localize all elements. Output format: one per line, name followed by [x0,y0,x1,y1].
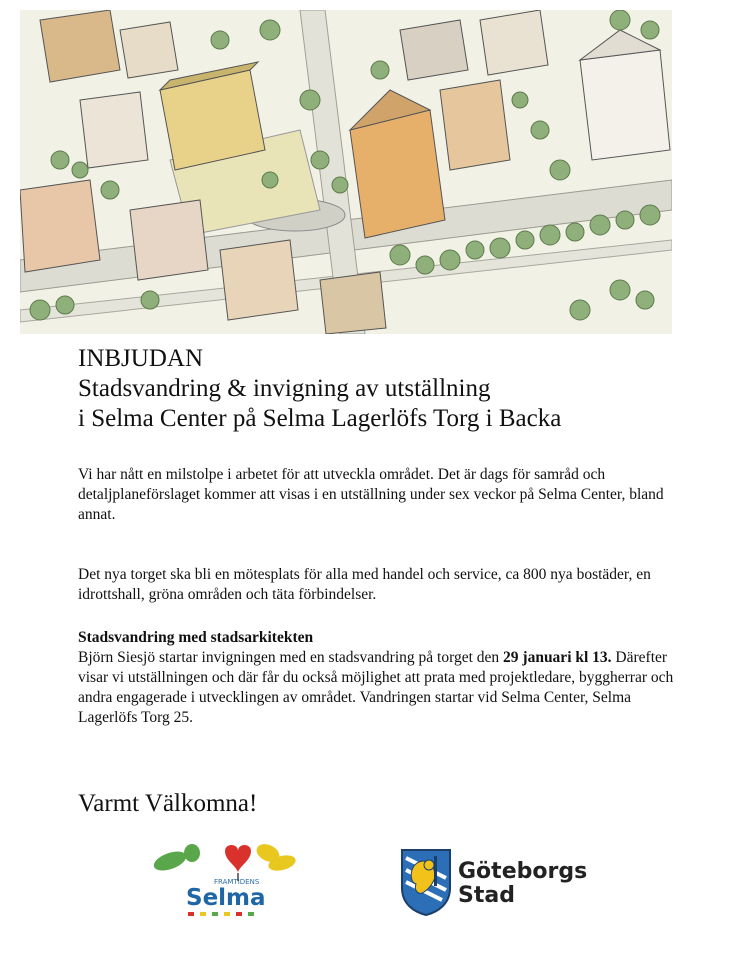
welcome-text: Varmt Välkomna! [78,790,258,817]
goteborgs-stad-wordmark [458,860,587,908]
selma-logo-tagline: FRAMTIDENS [214,878,260,886]
walk-text-before: Björn Siesjö startar invigningen med en stadsvandring på torget den [78,649,504,666]
selma-logo-name: Selma [186,885,266,911]
headline-location: i Selma Center på Selma Lagerlöfs Torg i Backa [78,405,562,432]
walk-heading: Stadsvandring med stadsarkitekten [78,629,314,646]
headline [78,344,561,434]
hero-illustration [20,10,672,334]
gbg-wordmark-line2: Stad [458,883,515,908]
headline-invitation: INBJUDAN [78,345,203,372]
walk-text-after: Därefter visar vi utställningen och där får du också möjlighet att prata med projektledare, byggherrar och andra engagerade i utvecklingen av området. Vandringen startar vid Selma Center, Selma Lagerlöfs Torg 25. [78,649,674,726]
gbg-wordmark-line1: Göteborgs [458,859,588,884]
square-paragraph: Det nya torget ska bli en mötesplats för alla med handel och service, ca 800 nya bostäder, en idrottshall, gröna områden och täta förbindelser. [78,566,651,603]
goteborgs-stad-logo [400,848,610,918]
intro-paragraph: Vi har nått en milstolpe i arbetet för att utveckla området. Det är dags för samråd och detaljplaneförslaget kommer att visas i en utställning under sex veckor på Selma Center, bland annat. [78,466,664,523]
city-plan-illustration [20,10,672,334]
walk-section [78,628,678,728]
goteborg-coat-of-arms-icon [400,848,452,916]
selma-logo-graphic [150,843,300,918]
headline-event: Stadsvandring & invigning av utställning [78,375,491,402]
walk-date: 29 januari kl 13. [503,649,612,666]
framtidens-selma-logo [150,843,300,918]
